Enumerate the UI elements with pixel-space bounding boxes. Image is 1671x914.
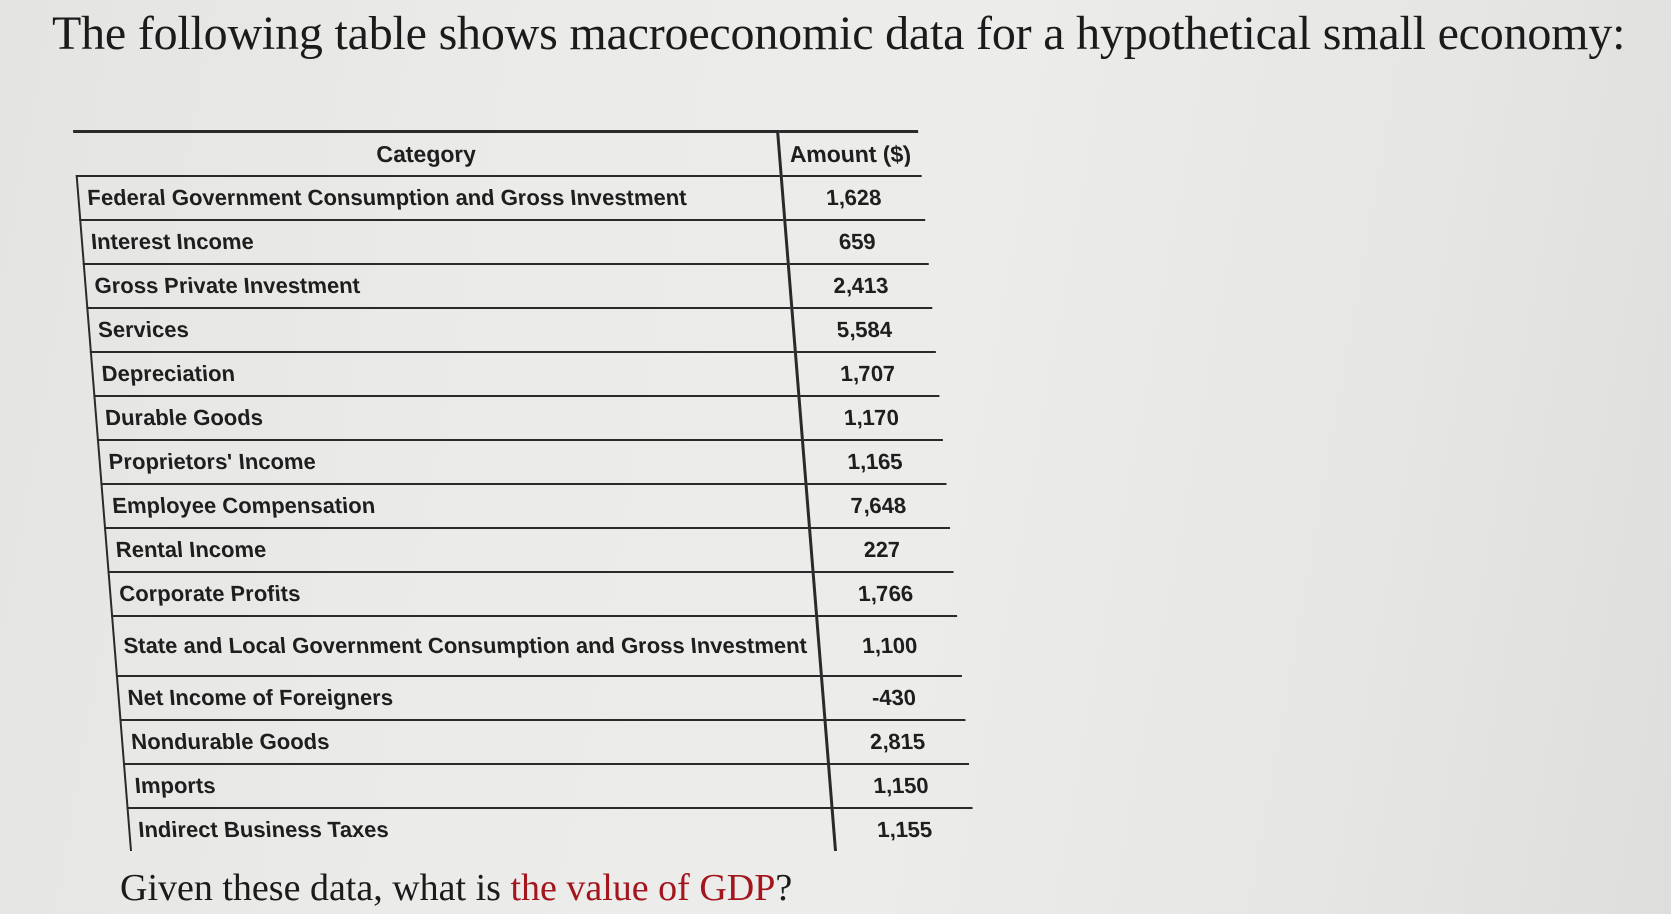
table-row bbox=[98, 440, 947, 484]
category-cell: Corporate Profits bbox=[109, 572, 817, 616]
category-cell: Employee Compensation bbox=[101, 484, 809, 528]
amount-cell: 1,150 bbox=[828, 764, 973, 808]
table-row bbox=[124, 764, 973, 808]
category-cell: Proprietors' Income bbox=[98, 440, 806, 484]
amount-cell: 2,413 bbox=[788, 264, 933, 308]
category-cell: Durable Goods bbox=[94, 396, 802, 440]
amount-cell: 1,165 bbox=[802, 440, 947, 484]
table-row bbox=[128, 808, 976, 851]
category-cell: Interest Income bbox=[80, 220, 788, 264]
category-cell: Depreciation bbox=[91, 352, 799, 396]
category-cell: Nondurable Goods bbox=[120, 720, 828, 764]
question-prefix: Given these data, what is bbox=[120, 867, 511, 909]
amount-cell: 7,648 bbox=[805, 484, 950, 528]
category-cell: Net Income of Foreigners bbox=[117, 676, 825, 720]
amount-column-header: Amount ($) bbox=[777, 132, 922, 177]
amount-cell: 1,707 bbox=[795, 352, 940, 396]
amount-cell: 659 bbox=[784, 220, 929, 264]
category-cell: Federal Government Consumption and Gross Investment bbox=[77, 176, 785, 220]
table-row bbox=[120, 720, 969, 764]
table-row bbox=[112, 616, 962, 676]
amount-cell: 5,584 bbox=[791, 308, 936, 352]
question-text bbox=[120, 866, 792, 910]
table-row bbox=[117, 676, 966, 720]
table-header-row bbox=[73, 132, 922, 177]
table-row bbox=[105, 528, 954, 572]
question-suffix: ? bbox=[775, 867, 793, 909]
table-row bbox=[84, 264, 933, 308]
amount-cell: 1,628 bbox=[781, 176, 926, 220]
category-cell: Services bbox=[87, 308, 795, 352]
amount-cell: 1,100 bbox=[816, 616, 962, 676]
macro-data-table bbox=[72, 130, 976, 851]
table-row bbox=[80, 220, 929, 264]
table-row bbox=[91, 352, 940, 396]
category-cell: Gross Private Investment bbox=[84, 264, 792, 308]
amount-cell: 1,170 bbox=[798, 396, 943, 440]
amount-cell: 1,766 bbox=[813, 572, 958, 616]
category-cell: Indirect Business Taxes bbox=[128, 808, 835, 851]
amount-cell: 227 bbox=[809, 528, 954, 572]
category-column-header: Category bbox=[73, 132, 781, 177]
amount-cell: 1,155 bbox=[832, 808, 976, 851]
table-row bbox=[77, 176, 926, 220]
table-row bbox=[101, 484, 950, 528]
amount-cell: -430 bbox=[821, 676, 966, 720]
amount-cell: 2,815 bbox=[824, 720, 969, 764]
table-row bbox=[94, 396, 943, 440]
category-cell: Imports bbox=[124, 764, 832, 808]
table-row bbox=[87, 308, 936, 352]
macro-data-table-container bbox=[72, 130, 975, 851]
category-cell: Rental Income bbox=[105, 528, 813, 572]
category-cell: State and Local Government Consumption and Gross Investment bbox=[112, 616, 821, 676]
question-highlight: the value of GDP bbox=[510, 867, 776, 909]
table-row bbox=[109, 572, 958, 616]
page-heading: The following table shows macroeconomic data for a hypothetical small economy: bbox=[52, 7, 1626, 60]
